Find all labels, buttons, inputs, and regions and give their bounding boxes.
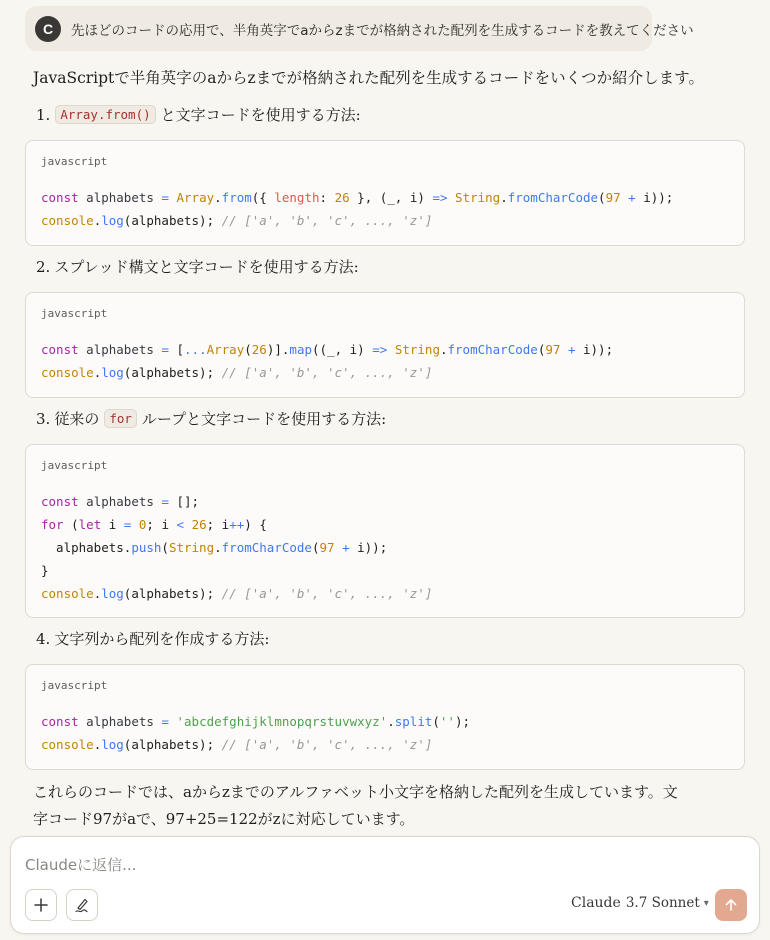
method-text: スプレッド構文と文字コードを使用する方法: <box>54 258 359 276</box>
response-outro <box>33 779 733 833</box>
code-language-label: javascript <box>41 155 108 168</box>
user-message-text: 先ほどのコードの応用で、半角英字でaからzまでが格納された配列を生成するコードを教えてください <box>71 22 694 39</box>
method-text: と文字コードを使用する方法: <box>160 106 361 124</box>
add-button[interactable] <box>25 889 57 921</box>
method-text: 従来の <box>54 410 100 428</box>
pen-scribble-icon <box>73 896 91 914</box>
method-text: 文字列から配列を作成する方法: <box>54 630 270 648</box>
arrow-up-icon <box>723 897 739 913</box>
user-message-bubble <box>25 6 694 51</box>
reply-composer[interactable] <box>10 836 760 934</box>
code-block-4[interactable] <box>25 664 745 770</box>
tools-button[interactable] <box>66 889 98 921</box>
code-language-label: javascript <box>41 679 108 692</box>
user-avatar: C <box>35 16 61 42</box>
send-button[interactable] <box>715 889 747 921</box>
outro-line: これらのコードでは、aからzまでのアルファベット小文字を格納した配列を生成しています。文 <box>33 783 678 801</box>
code-language-label: javascript <box>41 307 108 320</box>
code-language-label: javascript <box>41 459 108 472</box>
model-selector[interactable] <box>571 895 709 911</box>
method-number: 2. <box>36 257 51 276</box>
method-4-heading <box>36 628 269 649</box>
method-number: 4. <box>36 629 51 648</box>
plus-icon <box>33 897 49 913</box>
method-2-heading <box>36 256 359 277</box>
code-block-2[interactable] <box>25 292 745 398</box>
code-content: const alphabets = [...Array(26)].map((_, i) => String.fromCharCode(97 + i)); console.log(alphabets); // ['a', 'b', 'c', ..., 'z'] <box>41 342 614 380</box>
code-block-1[interactable] <box>25 140 745 246</box>
code-block-3[interactable] <box>25 444 745 618</box>
inline-code: for <box>104 409 137 428</box>
method-1-heading <box>36 104 361 125</box>
code-content: const alphabets = []; for (let i = 0; i < 26; i++) { alphabets.push(String.fromCharCode(97 + i)); } console.log(alphabets); // ['a', 'b', 'c', ..., 'z'] <box>41 494 433 601</box>
reply-input[interactable]: Claudeに返信... <box>25 856 137 874</box>
inline-code: Array.from() <box>55 105 155 124</box>
code-content: const alphabets = Array.from({ length: 26 }, (_, i) => String.fromCharCode(97 + i)); console.log(alphabets); // ['a', 'b', 'c', ..., 'z'] <box>41 190 674 228</box>
method-text: ループと文字コードを使用する方法: <box>141 410 387 428</box>
outro-line: 字コード97がaで、97+25=122がzに対応しています。 <box>33 810 415 828</box>
code-content: const alphabets = 'abcdefghijklmnopqrstuvwxyz'.split(''); console.log(alphabets); // ['a', 'b', 'c', ..., 'z'] <box>41 714 471 752</box>
method-number: 1. <box>36 105 51 124</box>
method-3-heading <box>36 408 386 429</box>
model-name: Claude <box>571 895 621 911</box>
method-number: 3. <box>36 409 51 428</box>
response-intro: JavaScriptで半角英字のaからzまでが格納された配列を生成するコードをいくつか紹介します。 <box>33 69 704 87</box>
chevron-down-icon: ▾ <box>703 897 709 909</box>
model-version: 3.7 Sonnet <box>625 895 700 911</box>
